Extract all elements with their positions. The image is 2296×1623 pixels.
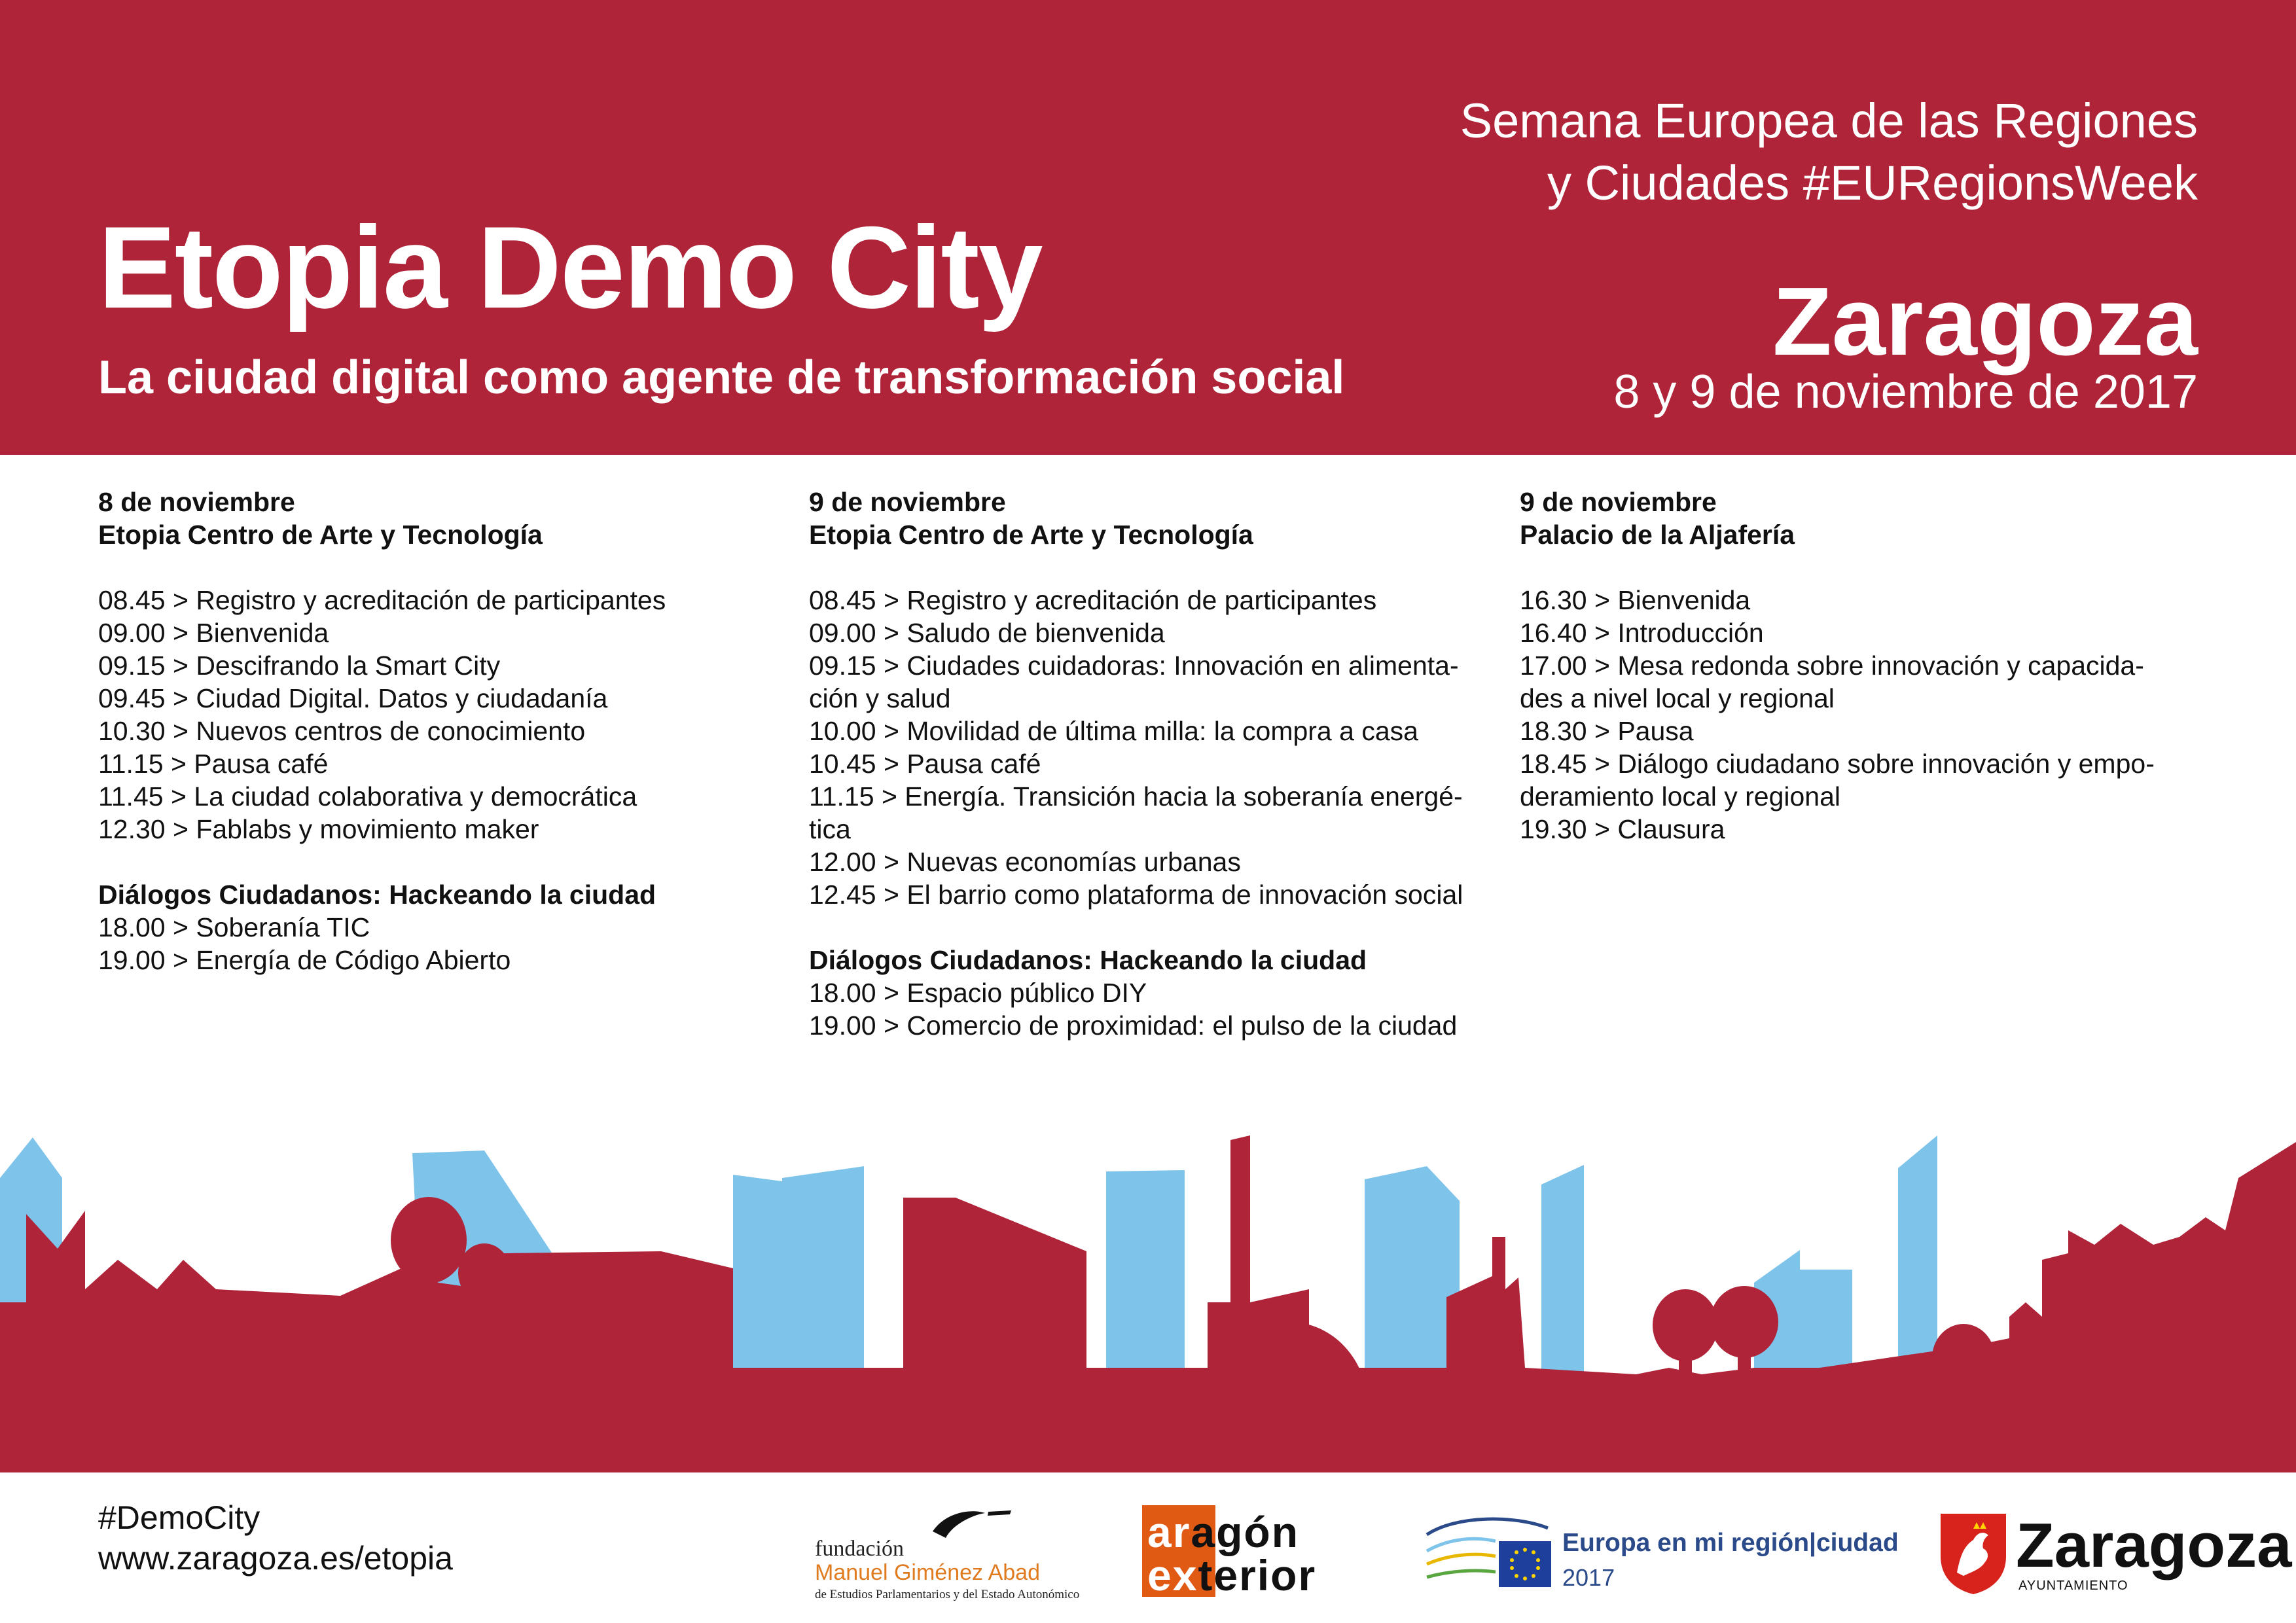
fmga-line-1: fundación [815, 1537, 904, 1561]
schedule-item: deramiento local y regional [1520, 781, 1840, 812]
page-subtitle: La ciudad digital como agente de transformación social [98, 351, 1345, 404]
schedule-item: 18.30 > Pausa [1520, 716, 1694, 746]
schedule-item: 09.00 > Saludo de bienvenida [809, 618, 1165, 648]
day-heading: 8 de noviembre [98, 487, 295, 517]
schedule-item: 10.30 > Nuevos centros de conocimiento [98, 716, 586, 746]
section-title: Diálogos Ciudadanos: Hackeando la ciudad [809, 945, 1367, 975]
spacer [809, 551, 1503, 584]
aragon-line-1: aragón [1147, 1508, 1300, 1556]
event-dates: 8 y 9 de noviembre de 2017 [1613, 366, 2198, 418]
schedule-item: 17.00 > Mesa redonda sobre innovación y capacida- [1520, 651, 2144, 681]
europa-title: Europa en mi región|ciudad [1562, 1529, 1899, 1557]
event-line-1: Semana Europea de las Regiones [1460, 94, 2198, 148]
zaragoza-shield-icon [1937, 1510, 2009, 1596]
fundacion-manuel-gimenez-abad-logo [815, 1505, 1080, 1603]
schedule-item: 16.30 > Bienvenida [1520, 585, 1751, 615]
schedule-item: 19.30 > Clausura [1520, 814, 1725, 844]
schedule-item: 09.15 > Descifrando la Smart City [98, 651, 501, 681]
ayuntamiento-zaragoza-logo [1937, 1505, 2292, 1597]
schedule-item: 12.30 > Fablabs y movimiento maker [98, 814, 539, 844]
venue-heading: Palacio de la Aljafería [1520, 520, 1795, 550]
website-link[interactable]: www.zaragoza.es/etopia [98, 1540, 453, 1577]
fmga-line-3: de Estudios Parlamentarios y del Estado Autonómico [815, 1588, 1080, 1601]
program-day-2 [809, 486, 1503, 1042]
venue-heading: Etopia Centro de Arte y Tecnología [98, 520, 543, 550]
schedule-item: 09.45 > Ciudad Digital. Datos y ciudadanía [98, 683, 608, 713]
city-skyline-illustration [0, 1106, 2296, 1472]
schedule-item: 09.15 > Ciudades cuidadoras: Innovación en alimenta- [809, 651, 1459, 681]
schedule-item: 09.00 > Bienvenida [98, 618, 329, 648]
program-day-1 [98, 486, 792, 976]
schedule-item: 19.00 > Comercio de proximidad: el pulso de la ciudad [809, 1010, 1458, 1041]
fmga-line-2: Manuel Giménez Abad [815, 1560, 1040, 1585]
fmga-mark-icon [926, 1505, 1018, 1544]
schedule-item: 18.00 > Espacio público DIY [809, 978, 1147, 1008]
city-name: Zaragoza [1772, 268, 2198, 376]
aragon-line-2: exterior [1147, 1551, 1317, 1599]
event-name [1460, 90, 2198, 214]
schedule-item: 11.15 > Energía. Transición hacia la soberanía energé- [809, 781, 1463, 812]
spacer [809, 911, 1503, 944]
schedule-item: 10.45 > Pausa café [809, 749, 1041, 779]
schedule-item: 18.00 > Soberanía TIC [98, 912, 370, 942]
program-day-3 [1520, 486, 2214, 846]
schedule-item: 08.45 > Registro y acreditación de participantes [809, 585, 1377, 615]
schedule-item: 12.00 > Nuevas economías urbanas [809, 847, 1241, 877]
schedule-item: ción y salud [809, 683, 951, 713]
schedule-item: 12.45 > El barrio como plataforma de innovación social [809, 880, 1463, 910]
day-heading: 9 de noviembre [809, 487, 1006, 517]
europa-year: 2017 [1562, 1564, 1615, 1591]
schedule-item: des a nivel local y regional [1520, 683, 1835, 713]
hashtag: #DemoCity [98, 1499, 260, 1536]
schedule-item: 08.45 > Registro y acreditación de participantes [98, 585, 666, 615]
schedule-item: 16.40 > Introducción [1520, 618, 1764, 648]
venue-heading: Etopia Centro de Arte y Tecnología [809, 520, 1253, 550]
page-title: Etopia Demo City [98, 202, 1042, 332]
zaragoza-logo-name: Zaragoza [2016, 1510, 2292, 1580]
schedule-item: 11.15 > Pausa café [98, 749, 329, 779]
schedule-item: 11.45 > La ciudad colaborativa y democrática [98, 781, 637, 812]
header-banner [0, 0, 2296, 455]
spacer [98, 846, 792, 878]
spacer [1520, 551, 2214, 584]
schedule-item: 18.45 > Diálogo ciudadano sobre innovación y empo- [1520, 749, 2155, 779]
footer-links [98, 1497, 453, 1578]
europa-en-mi-region-logo [1424, 1505, 1899, 1597]
eu-flag-icon [1424, 1505, 1554, 1597]
section-title: Diálogos Ciudadanos: Hackeando la ciudad [98, 880, 656, 910]
spacer [98, 551, 792, 584]
event-line-2: y Ciudades #EURegionsWeek [1547, 155, 2198, 210]
schedule-item: tica [809, 814, 851, 844]
day-heading: 9 de noviembre [1520, 487, 1717, 517]
zaragoza-logo-sub: AYUNTAMIENTO [2018, 1578, 2128, 1593]
aragon-exterior-logo [1142, 1505, 1358, 1597]
schedule-item: 19.00 > Energía de Código Abierto [98, 945, 511, 975]
schedule-item: 10.00 > Movilidad de última milla: la compra a casa [809, 716, 1418, 746]
